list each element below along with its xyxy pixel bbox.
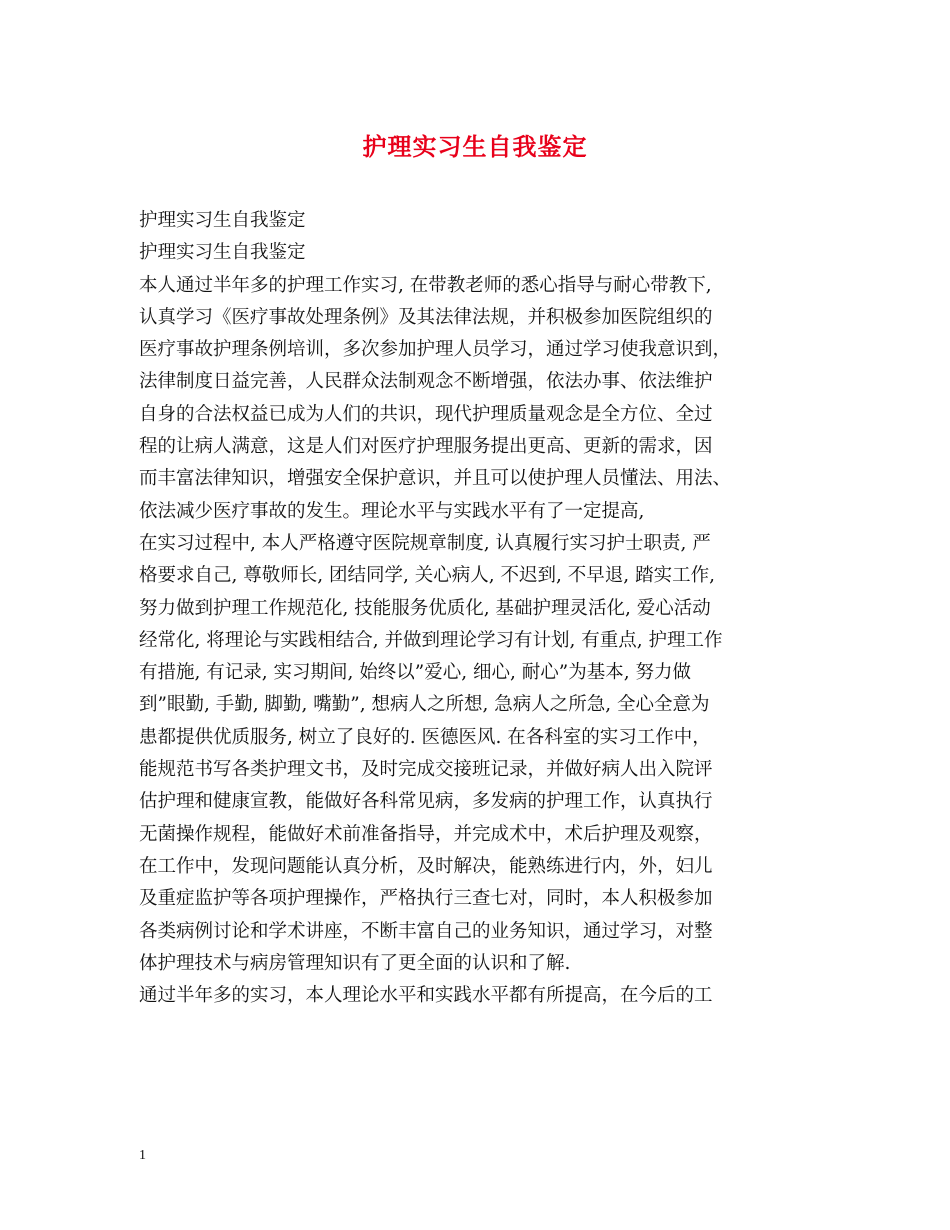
page-number: 1 [139, 1148, 146, 1163]
document-title: 护理实习生自我鉴定 [362, 132, 588, 161]
body-line: 法律制度日益完善，人民群众法制观念不断增强，依法办事、依法维护 [139, 371, 713, 393]
body-line: 有措施, 有记录, 实习期间, 始终以”爱心, 细心, 耐心”为基本, 努力做 [139, 662, 691, 684]
body-line: 在工作中，发现问题能认真分析，及时解决，能熟练进行内，外，妇儿 [139, 855, 713, 877]
body-line: 体护理技术与病房管理知识有了更全面的认识和了解. [139, 952, 571, 974]
body-line: 在实习过程中, 本人严格遵守医院规章制度, 认真履行实习护士职责, 严 [139, 532, 711, 554]
document-body [139, 205, 829, 1012]
body-line: 自身的合法权益已成为人们的共识，现代护理质量观念是全方位、全过 [139, 403, 713, 425]
body-line: 努力做到护理工作规范化, 技能服务优质化, 基础护理灵活化, 爱心活动 [139, 597, 711, 619]
body-line: 护理实习生自我鉴定 [139, 242, 306, 264]
body-line: 格要求自己, 尊敬师长, 团结同学, 关心病人, 不迟到, 不早退, 踏实工作, [139, 565, 715, 587]
body-line: 本人通过半年多的护理工作实习, 在带教老师的悉心指导与耐心带教下, [139, 274, 712, 296]
body-line: 通过半年多的实习，本人理论水平和实践水平都有所提高，在今后的工 [139, 985, 713, 1007]
body-line: 到”眼勤, 手勤, 脚勤, 嘴勤”, 想病人之所想, 急病人之所急, 全心全意为 [139, 694, 710, 716]
body-line: 及重症监护等各项护理操作，严格执行三查七对，同时，本人积极参加 [139, 888, 713, 910]
body-line: 护理实习生自我鉴定 [139, 210, 306, 231]
body-line: 能规范书写各类护理文书，及时完成交接班记录，并做好病人出入院评 [139, 759, 713, 781]
body-line: 患都提供优质服务, 树立了良好的. 医德医风. 在各科室的实习工作中， [139, 726, 711, 748]
body-line: 依法减少医疗事故的发生。理论水平与实践水平有了一定提高, [139, 500, 645, 522]
body-line: 认真学习《医疗事故处理条例》及其法律法规，并积极参加医院组织的 [139, 306, 713, 328]
body-line: 医疗事故护理条例培训，多次参加护理人员学习，通过学习使我意识到， [139, 339, 732, 361]
body-line: 各类病例讨论和学术讲座，不断丰富自己的业务知识，通过学习，对整 [139, 920, 713, 942]
body-line: 无菌操作规程，能做好术前准备指导，并完成术中，术后护理及观察， [139, 823, 713, 845]
body-line: 经常化, 将理论与实践相结合, 并做到理论学习有计划, 有重点, 护理工作 [139, 629, 723, 651]
body-line: 程的让病人满意，这是人们对医疗护理服务提出更高、更新的需求，因 [139, 436, 713, 458]
body-line: 而丰富法律知识，增强安全保护意识，并且可以使护理人员懂法、用法、 [139, 468, 732, 490]
body-line: 估护理和健康宣教，能做好各科常见病，多发病的护理工作，认真执行 [139, 791, 713, 813]
